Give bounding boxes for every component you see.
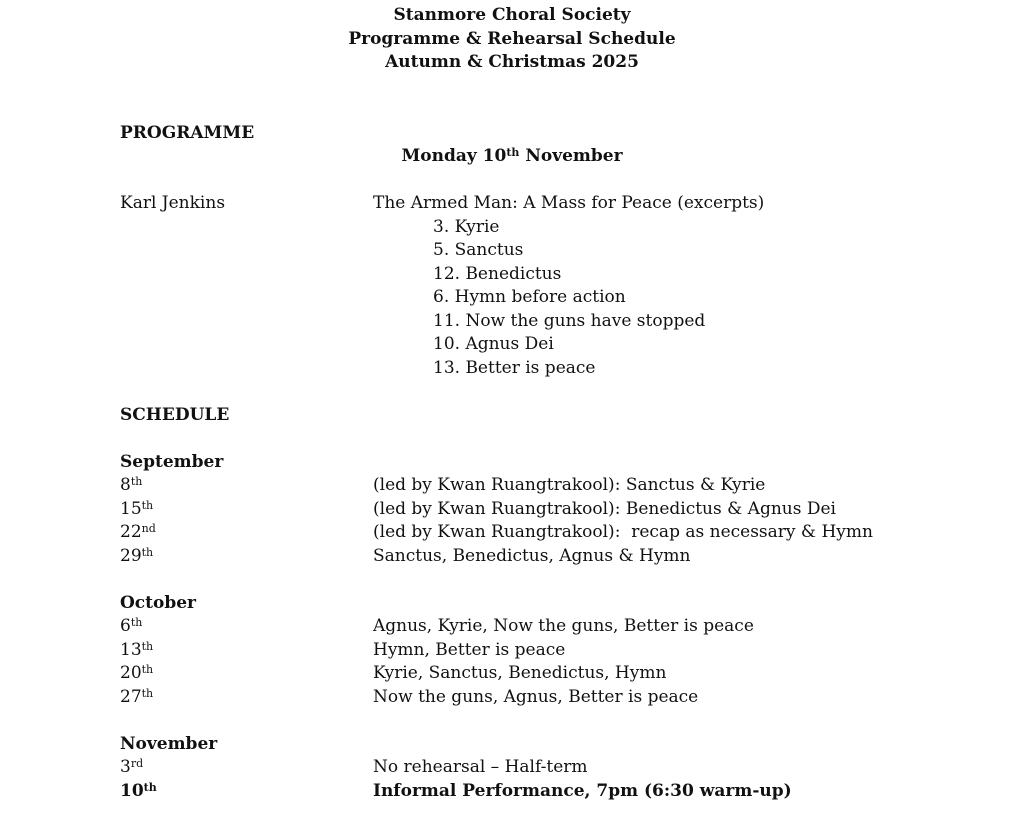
month-block-november: [0, 733, 1024, 804]
month-heading: October: [120, 592, 197, 613]
schedule-row: [0, 639, 1024, 663]
schedule-row: [0, 756, 1024, 780]
schedule-row: [0, 662, 1024, 686]
schedule-date: [120, 474, 373, 498]
movement-item: 6. Hymn before action: [433, 287, 626, 307]
spacer: [0, 709, 1024, 733]
date-number: 15: [120, 498, 142, 519]
schedule-detail: (led by Kwan Ruangtrakool): Benedictus & Agnus Dei: [373, 498, 836, 519]
schedule-detail: Informal Performance, 7pm (6:30 warm-up): [373, 780, 792, 801]
date-ordinal: rd: [130, 757, 144, 770]
date-ordinal: th: [143, 780, 157, 794]
concert-date-ordinal: th: [506, 146, 520, 159]
schedule-row: [0, 474, 1024, 498]
month-heading: November: [120, 733, 218, 754]
date-ordinal: th: [141, 498, 154, 512]
schedule-date: [120, 615, 373, 639]
month-heading: September: [120, 451, 224, 472]
programme-work-row: [0, 192, 1024, 216]
date-ordinal: th: [130, 475, 143, 488]
schedule-date: [120, 639, 373, 663]
schedule-detail: No rehearsal – Half-term: [373, 757, 588, 777]
date-number: 3: [120, 757, 131, 777]
movement-item: 10. Agnus Dei: [433, 334, 554, 354]
schedule-row: [0, 545, 1024, 569]
title-line-subtitle: Programme & Rehearsal Schedule: [348, 28, 676, 49]
date-number: 20: [120, 663, 142, 683]
spacer: [0, 380, 1024, 404]
date-ordinal: th: [141, 663, 154, 676]
schedule-detail: Kyrie, Sanctus, Benedictus, Hymn: [373, 663, 667, 683]
date-number: 29: [120, 545, 142, 566]
title-line-season: Autumn & Christmas 2025: [385, 52, 639, 72]
date-ordinal: th: [141, 686, 154, 700]
schedule-date: [120, 662, 373, 686]
schedule-date: [120, 521, 373, 545]
schedule-row-performance: [0, 780, 1024, 804]
movement-item: 12. Benedictus: [433, 263, 562, 284]
schedule-row: [0, 686, 1024, 710]
schedule-detail: Hymn, Better is peace: [373, 639, 566, 660]
schedule-row: [0, 615, 1024, 639]
spacer: [0, 427, 1024, 451]
schedule-row: [0, 521, 1024, 545]
concert-date-suffix: November: [519, 146, 623, 166]
date-number: 6: [120, 616, 131, 636]
date-ordinal: nd: [141, 522, 156, 535]
movement-item: 11. Now the guns have stopped: [433, 310, 706, 331]
document-title-block: [0, 4, 1024, 75]
title-line-society: Stanmore Choral Society: [393, 5, 631, 25]
schedule-detail: Now the guns, Agnus, Better is peace: [373, 686, 699, 707]
movement-list: [0, 216, 1024, 381]
programme-heading: PROGRAMME: [120, 122, 255, 143]
schedule-date: [120, 498, 373, 522]
schedule-detail: (led by Kwan Ruangtrakool): recap as necessary & Hymn: [373, 522, 873, 542]
spacer: [0, 568, 1024, 592]
spacer: [0, 169, 1024, 193]
month-block-october: [0, 592, 1024, 710]
movement-item: 3. Kyrie: [433, 216, 500, 237]
date-ordinal: th: [141, 639, 154, 653]
schedule-date: [120, 545, 373, 569]
movement-item: 5. Sanctus: [433, 240, 524, 260]
schedule-date: [120, 686, 373, 710]
schedule-detail: Agnus, Kyrie, Now the guns, Better is peace: [373, 616, 754, 636]
date-number: 22: [120, 522, 142, 542]
date-number: 10: [120, 780, 144, 801]
date-number: 13: [120, 639, 142, 660]
schedule-date: [120, 780, 373, 804]
concert-date: [0, 145, 1024, 169]
schedule-detail: (led by Kwan Ruangtrakool): Sanctus & Kyrie: [373, 475, 766, 495]
date-ordinal: th: [130, 616, 143, 629]
schedule-heading: SCHEDULE: [120, 404, 230, 425]
date-number: 8: [120, 475, 131, 495]
work-title: The Armed Man: A Mass for Peace (excerpts): [373, 193, 765, 213]
date-number: 27: [120, 686, 142, 707]
month-block-september: [0, 451, 1024, 569]
composer-name: Karl Jenkins: [120, 193, 226, 213]
movement-item: 13. Better is peace: [433, 357, 596, 378]
schedule-row: [0, 498, 1024, 522]
schedule-detail: Sanctus, Benedictus, Agnus & Hymn: [373, 545, 691, 566]
date-ordinal: th: [141, 545, 154, 559]
concert-date-prefix: Monday 10: [401, 146, 507, 166]
schedule-date: [120, 756, 373, 780]
spacer: [0, 75, 1024, 122]
